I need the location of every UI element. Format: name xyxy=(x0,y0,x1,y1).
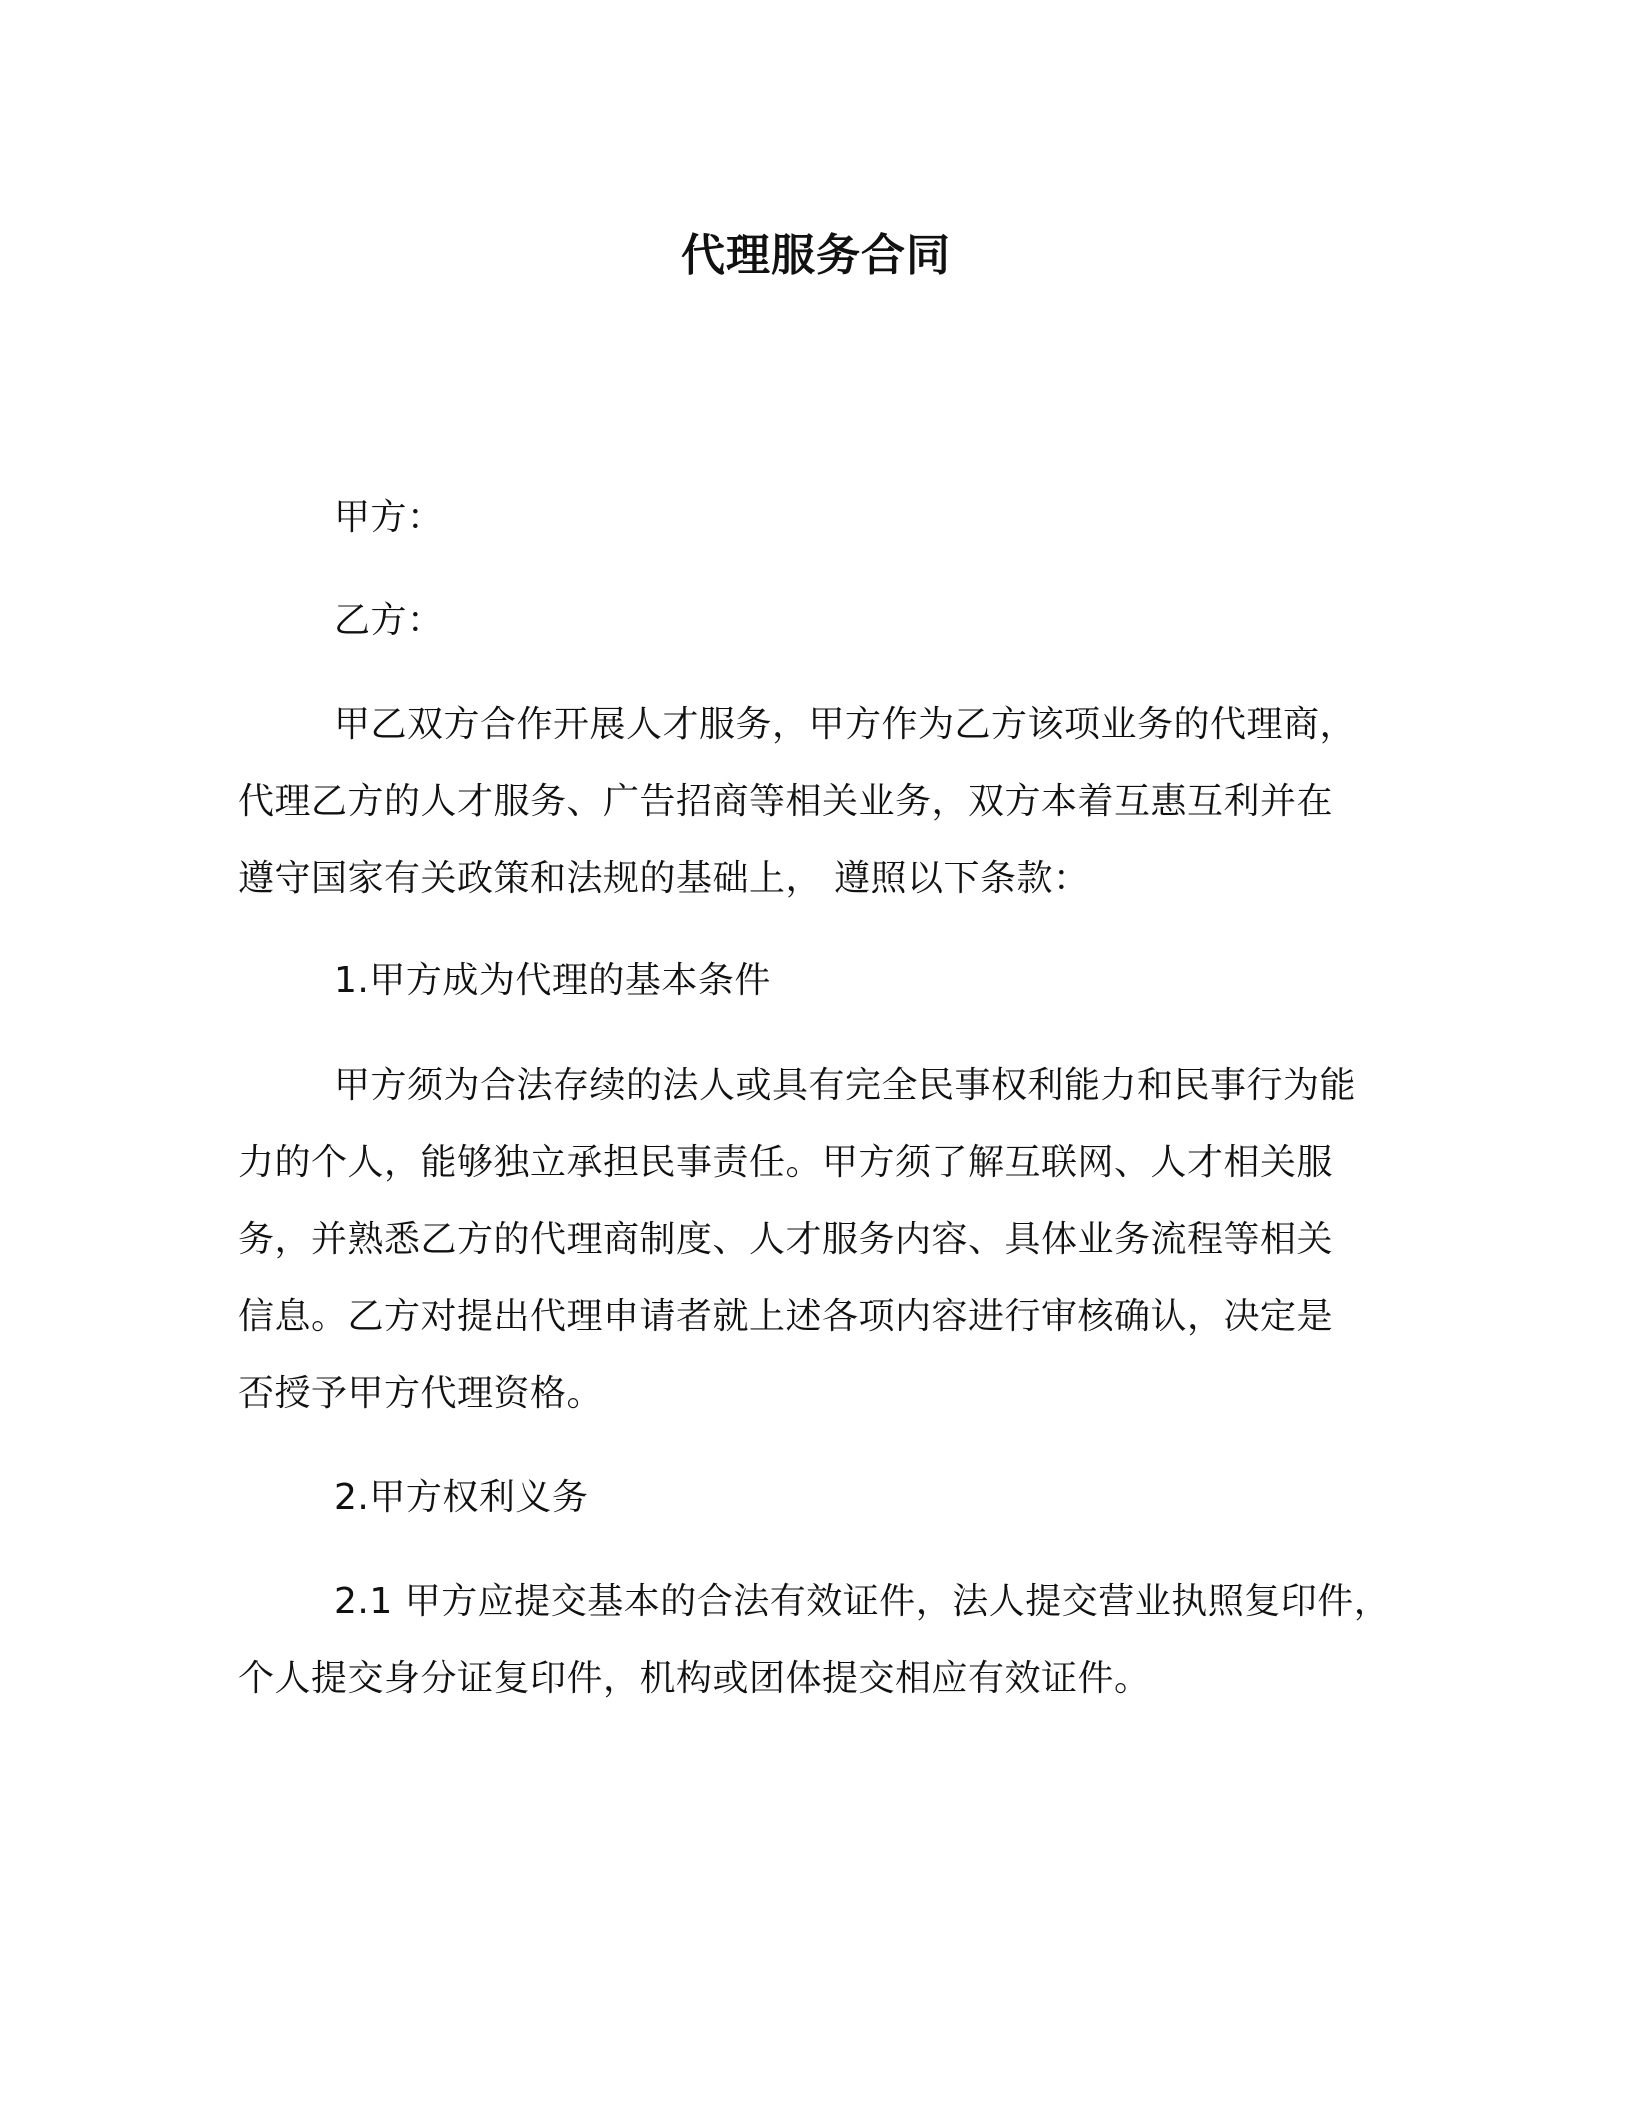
section-1-line-3: 务，并熟悉乙方的代理商制度、人才服务内容、具体业务流程等相关 xyxy=(238,1219,1334,1260)
section-1-line-2: 力的个人，能够独立承担民事责任。甲方须了解互联网、人才相关服 xyxy=(238,1142,1334,1183)
section-1-line-4: 信息。乙方对提出代理申请者就上述各项内容进行审核确认，决定是 xyxy=(238,1296,1334,1337)
party-b-label: 乙方： xyxy=(334,600,444,641)
document-title: 代理服务合同 xyxy=(681,230,951,281)
section-2-heading: 2.甲方权利义务 xyxy=(334,1477,589,1518)
section-2-1-line-1: 2.1 甲方应提交基本的合法有效证件，法人提交营业执照复印件， xyxy=(334,1581,1391,1622)
party-a-label: 甲方： xyxy=(334,497,444,538)
section-1-line-1: 甲方须为合法存续的法人或具有完全民事权利能力和民事行为能 xyxy=(334,1065,1357,1106)
section-2-1-line-2: 个人提交身分证复印件，机构或团体提交相应有效证件。 xyxy=(238,1658,1151,1699)
intro-line-1: 甲乙双方合作开展人才服务，甲方作为乙方该项业务的代理商， xyxy=(334,704,1357,745)
intro-line-2: 代理乙方的人才服务、广告招商等相关业务，双方本着互惠互利并在 xyxy=(238,781,1334,822)
section-1-heading: 1.甲方成为代理的基本条件 xyxy=(334,960,771,1001)
intro-line-3: 遵守国家有关政策和法规的基础上， 遵照以下条款： xyxy=(238,858,1090,899)
section-1-line-5: 否授予甲方代理资格。 xyxy=(238,1373,604,1414)
